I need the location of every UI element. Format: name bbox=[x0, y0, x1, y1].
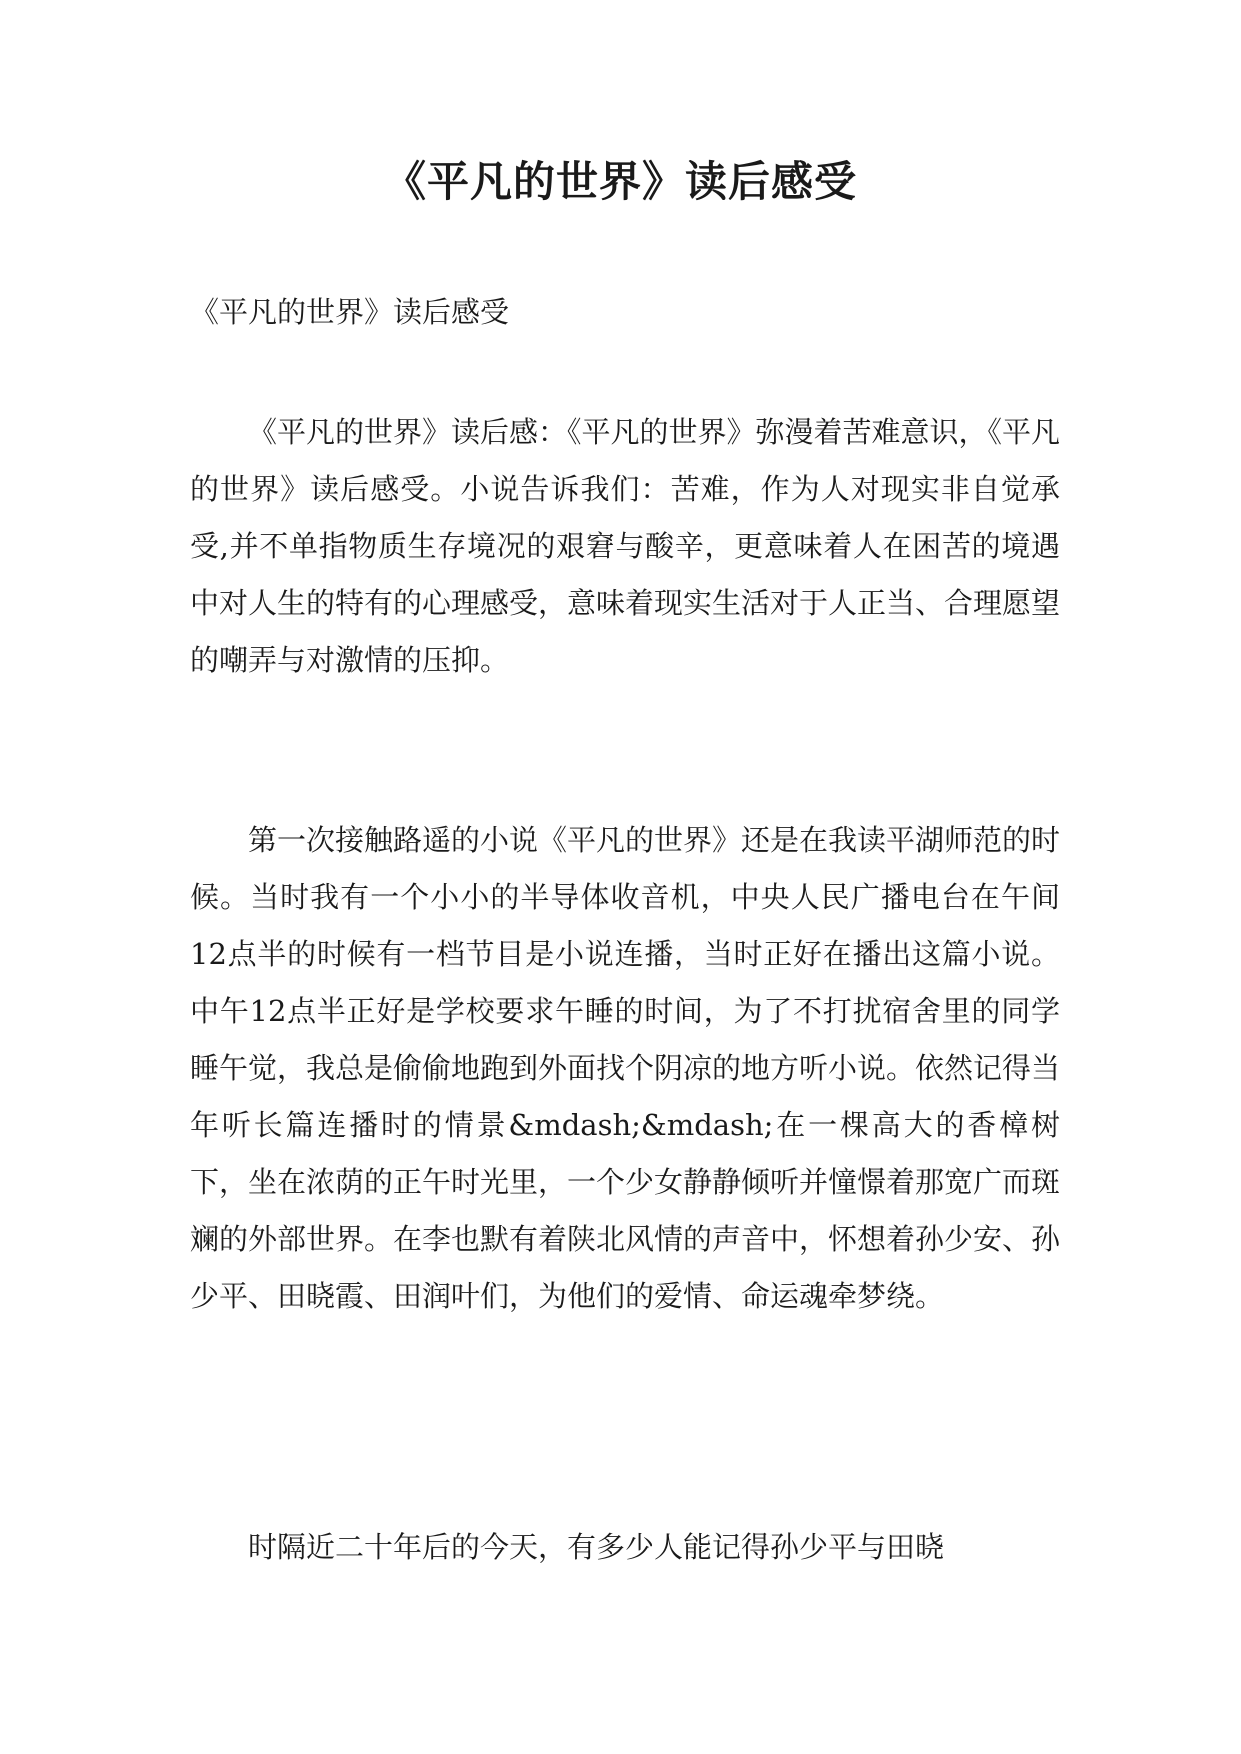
document-title: 《平凡的世界》读后感受 bbox=[383, 157, 857, 206]
paragraph: 《平凡的世界》读后感：《平凡的世界》弥漫着苦难意识，《平凡的世界》读后感受。小说告诉我们：苦难，作为人对现实非自觉承受,并不单指物质生存境况的艰窘与酸辛，更意味着人在困苦的境遇中对人生的特有的心理感受，意味着现实生活对于人正当、合理愿望的嘲弄与对激情的压抑。 bbox=[190, 415, 1061, 677]
document-subtitle: 《平凡的世界》读后感受 bbox=[190, 295, 510, 329]
paragraph: 时隔近二十年后的今天，有多少人能记得孙少平与田晓 bbox=[248, 1530, 945, 1564]
paragraph: 第一次接触路遥的小说《平凡的世界》还是在我读平湖师范的时候。当时我有一个小小的半导体收音机，中央人民广播电台在午间12点半的时候有一档节目是小说连播，当时正好在播出这篇小说。中午12点半正好是学校要求午睡的时间，为了不打扰宿舍里的同学睡午觉，我总是偷偷地跑到外面找个阴凉的地方听小说。依然记得当年听长篇连播时的情景&mdash;&mdash;在一棵高大的香樟树下，坐在浓荫的正午时光里，一个少女静静倾听并憧憬着那宽广而斑斓的外部世界。在李也默有着陕北风情的声音中，怀想着孙少安、孙少平、田晓霞、田润叶们，为他们的爱情、命运魂牵梦绕。 bbox=[190, 823, 1061, 1313]
